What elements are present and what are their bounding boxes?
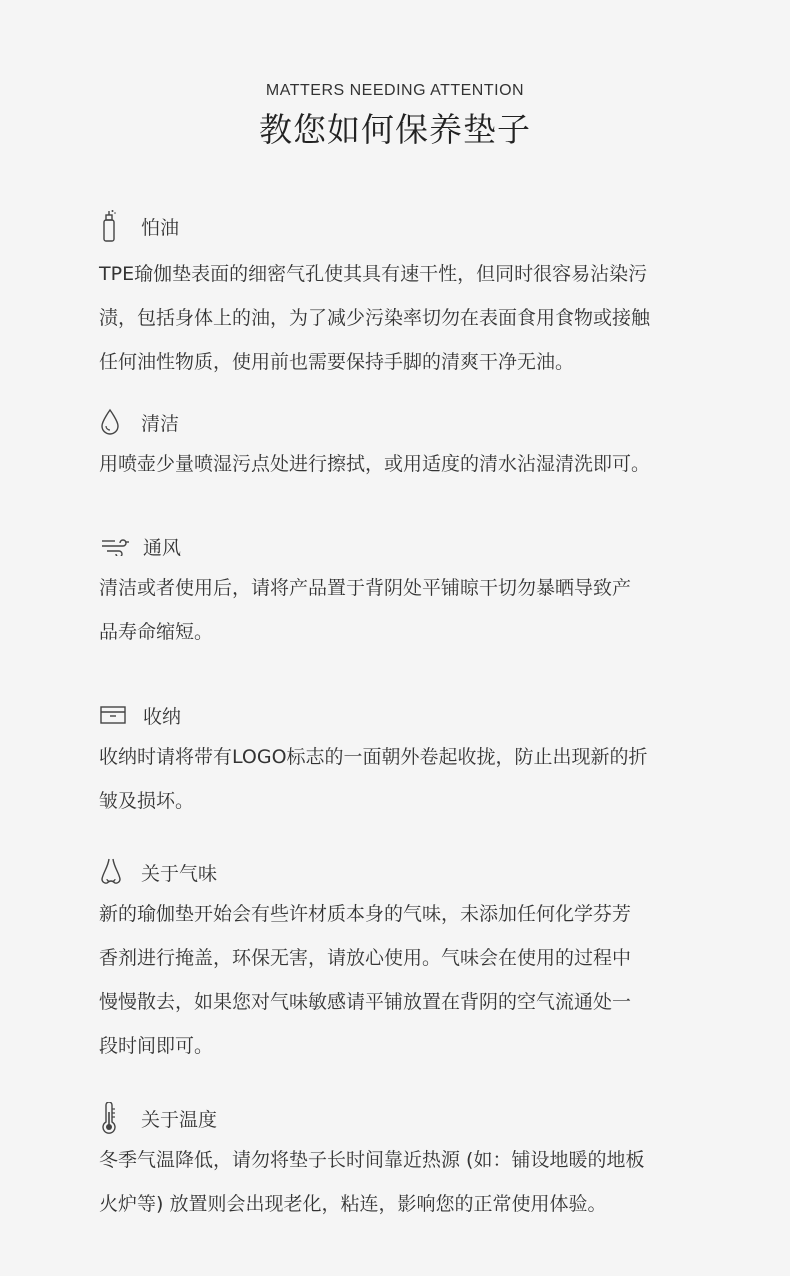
text-line: 皱及损坏。 [99,790,195,812]
nose-icon [99,856,125,888]
section-header [99,854,709,890]
section-body [99,252,709,384]
section-header [99,1100,709,1136]
section-ventilate [99,528,709,654]
section-header [99,208,709,244]
text-line: 火炉等) 放置则会出现老化，粘连，影响您的正常使用体验。 [99,1193,607,1215]
section-temperature [99,1100,709,1226]
section-title: 清洁 [141,412,180,435]
header-subtitle: MATTERS NEEDING ATTENTION [265,82,525,99]
section-title: 收纳 [143,705,182,728]
text-line: 收纳时请将带有LOGO标志的一面朝外卷起收拢，防止出现新的折 [99,746,648,768]
oil-bottle-icon [99,210,127,242]
section-clean [99,404,709,486]
text-line: 品寿命缩短。 [99,621,214,643]
section-body [99,1138,709,1226]
text-line: 香剂进行掩盖，环保无害，请放心使用。气味会在使用的过程中 [99,947,632,969]
text-line: 清洁或者使用后，请将产品置于背阴处平铺晾干切勿暴晒导致产 [99,577,632,599]
water-drop-icon [99,406,127,438]
section-title: 怕油 [141,216,180,239]
wind-icon [99,530,131,562]
section-header [99,697,709,733]
page-title: 教您如何保养垫子 [259,110,531,149]
section-body [99,442,709,486]
text-line: 任何油性物质，使用前也需要保持手脚的清爽干净无油。 [99,351,575,373]
section-body [99,735,709,823]
text-line: TPE瑜伽垫表面的细密气孔使其具有速干性，但同时很容易沾染污 [99,263,648,285]
section-smell [99,854,709,1068]
section-title: 关于温度 [141,1108,218,1131]
text-line: 冬季气温降低，请勿将垫子长时间靠近热源 (如：铺设地暖的地板 [99,1149,645,1171]
section-title: 通风 [143,536,182,559]
section-header [99,404,709,440]
section-title: 关于气味 [141,862,218,885]
text-line: 用喷壶少量喷湿污点处进行擦拭，或用适度的清水沾湿清洗即可。 [99,453,651,475]
text-line: 新的瑜伽垫开始会有些许材质本身的气味，未添加任何化学芬芳 [99,903,632,925]
text-line: 段时间即可。 [99,1035,214,1057]
section-body [99,566,709,654]
section-oil [99,208,709,384]
text-line: 慢慢散去，如果您对气味敏感请平铺放置在背阴的空气流通处一 [99,991,632,1013]
section-header [99,528,709,564]
storage-box-icon [99,699,129,731]
section-storage [99,697,709,823]
header [0,82,790,151]
text-line: 渍，包括身体上的油，为了减少污染率切勿在表面食用食物或接触 [99,307,651,329]
section-body [99,892,709,1068]
thermometer-icon [99,1102,121,1134]
